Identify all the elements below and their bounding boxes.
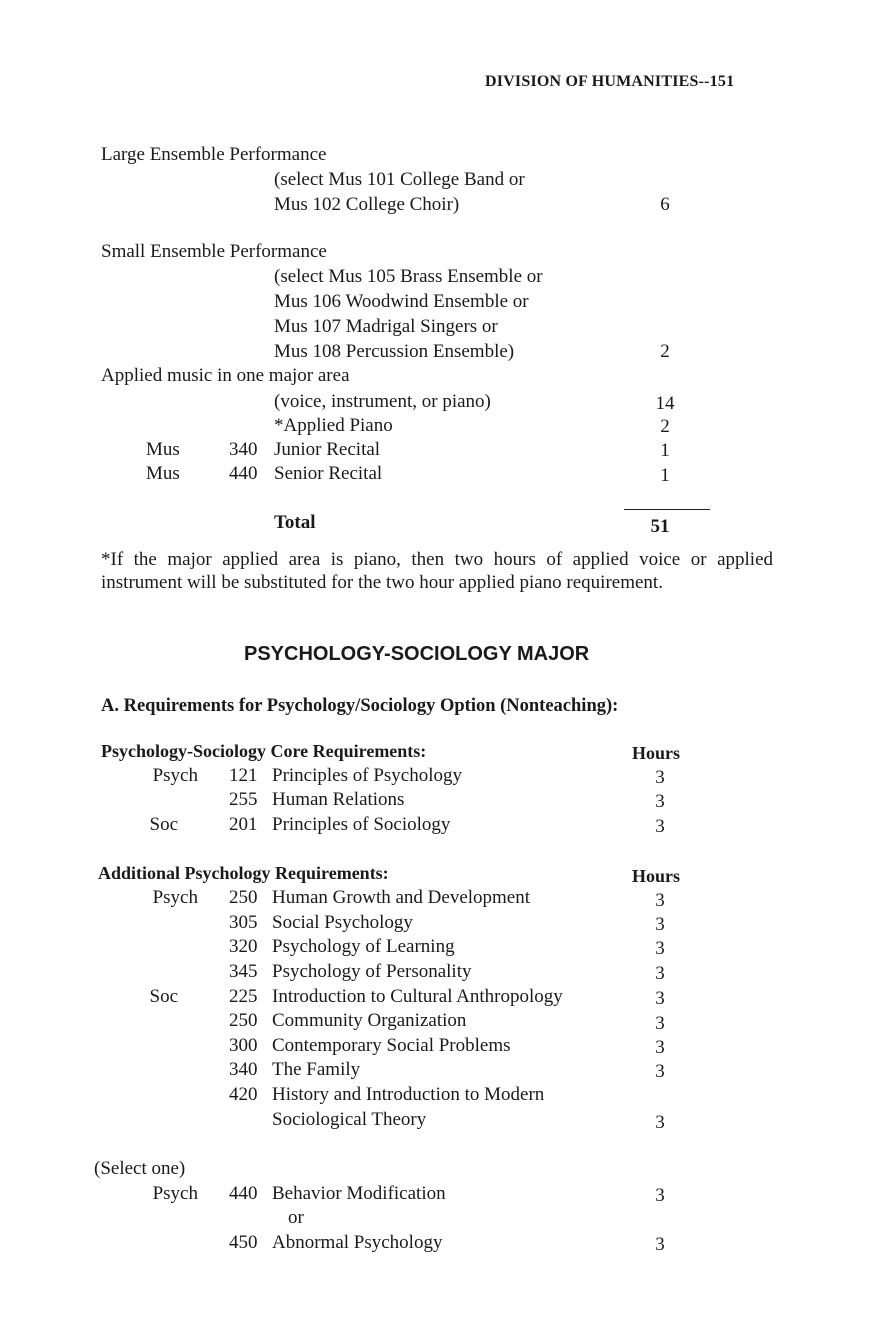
total-rule	[624, 509, 710, 510]
major-title: PSYCHOLOGY-SOCIOLOGY MAJOR	[244, 643, 590, 665]
large-ensemble-heading: Large Ensemble Performance	[101, 144, 327, 165]
course-number: 201	[229, 814, 258, 835]
total-label: Total	[274, 512, 316, 533]
course-dept: Soc	[149, 986, 178, 1007]
course-hours: 3	[655, 816, 665, 837]
applied-music-hours: 14	[655, 393, 675, 414]
course-title: Community Organization	[272, 1010, 467, 1031]
course-title: Human Relations	[272, 789, 405, 810]
course-title-continued: Sociological Theory	[272, 1109, 427, 1130]
small-ensemble-line: Mus 107 Madrigal Singers or	[274, 316, 498, 337]
small-ensemble-hours: 2	[660, 341, 670, 362]
hours-column-header: Hours	[632, 743, 681, 763]
small-ensemble-line: (select Mus 105 Brass Ensemble or	[274, 266, 543, 287]
course-hours: 3	[655, 914, 665, 935]
course-number: 250	[229, 887, 258, 908]
course-title: Principles of Psychology	[272, 765, 462, 786]
course-title: Abnormal Psychology	[272, 1232, 443, 1253]
course-number: 340	[229, 1059, 258, 1080]
course-title: Behavior Modification	[272, 1183, 446, 1204]
course-number: 420	[229, 1084, 258, 1105]
small-ensemble-line: Mus 106 Woodwind Ensemble or	[274, 291, 529, 312]
course-title: Introduction to Cultural Anthropology	[272, 986, 563, 1007]
course-number: 300	[229, 1035, 258, 1056]
course-number: 440	[229, 463, 258, 484]
course-title: Senior Recital	[274, 463, 383, 484]
running-header: DIVISION OF HUMANITIES--151	[485, 73, 735, 90]
course-title: Contemporary Social Problems	[272, 1035, 511, 1056]
course-hours: 3	[655, 1112, 665, 1133]
course-dept: Psych	[152, 1183, 198, 1204]
large-ensemble-line: (select Mus 101 College Band or	[274, 169, 525, 190]
course-title: Social Psychology	[272, 912, 413, 933]
course-title: History and Introduction to Modern	[272, 1084, 545, 1105]
large-ensemble-line: Mus 102 College Choir)	[274, 194, 460, 215]
course-hours: 3	[655, 767, 665, 788]
course-dept: Psych	[152, 765, 198, 786]
or-connector: or	[288, 1207, 304, 1228]
course-number: 345	[229, 961, 258, 982]
course-hours: 3	[655, 890, 665, 911]
course-hours: 3	[655, 1234, 665, 1255]
applied-music-heading: Applied music in one major area	[101, 365, 350, 386]
small-ensemble-heading: Small Ensemble Performance	[101, 241, 327, 262]
course-number: 121	[229, 765, 258, 786]
hours-column-header: Hours	[632, 866, 681, 886]
course-hours: 3	[655, 1061, 665, 1082]
course-hours: 3	[655, 1013, 665, 1034]
course-hours: 3	[655, 938, 665, 959]
course-title: Psychology of Learning	[272, 936, 455, 957]
course-dept: Mus	[146, 439, 180, 460]
course-title: The Family	[272, 1059, 361, 1080]
option-heading: A. Requirements for Psychology/Sociology Option (Nonteaching):	[101, 696, 619, 716]
course-number: 225	[229, 986, 258, 1007]
course-number: 450	[229, 1232, 258, 1253]
course-hours: 3	[655, 988, 665, 1009]
large-ensemble-hours: 6	[660, 194, 670, 215]
course-number: 340	[229, 439, 258, 460]
course-title: Junior Recital	[274, 439, 381, 460]
course-number: 305	[229, 912, 258, 933]
course-title: Human Growth and Development	[272, 887, 531, 908]
course-hours: 1	[660, 440, 670, 461]
applied-piano: *Applied Piano	[274, 415, 393, 436]
course-title: Principles of Sociology	[272, 814, 451, 835]
applied-music-line: (voice, instrument, or piano)	[274, 391, 491, 412]
course-number: 250	[229, 1010, 258, 1031]
total-value: 51	[650, 516, 670, 537]
course-title: Psychology of Personality	[272, 961, 472, 982]
applied-piano-hours: 2	[660, 416, 670, 437]
course-number: 440	[229, 1183, 258, 1204]
course-number: 255	[229, 789, 258, 810]
additional-heading: Additional Psychology Requirements:	[98, 863, 389, 883]
course-dept: Psych	[152, 887, 198, 908]
course-hours: 3	[655, 791, 665, 812]
core-heading: Psychology-Sociology Core Requirements:	[101, 741, 427, 761]
course-hours: 3	[655, 963, 665, 984]
course-dept: Mus	[146, 463, 180, 484]
course-hours: 3	[655, 1037, 665, 1058]
applied-piano-footnote: *If the major applied area is piano, then two hours of applied voice or applied instrument will be substituted for the two hour applied piano requirement.	[101, 549, 773, 593]
course-hours: 3	[655, 1185, 665, 1206]
small-ensemble-line: Mus 108 Percussion Ensemble)	[274, 341, 515, 362]
course-hours: 1	[660, 465, 670, 486]
select-one-label: (Select one)	[94, 1158, 186, 1179]
course-number: 320	[229, 936, 258, 957]
course-dept: Soc	[149, 814, 178, 835]
